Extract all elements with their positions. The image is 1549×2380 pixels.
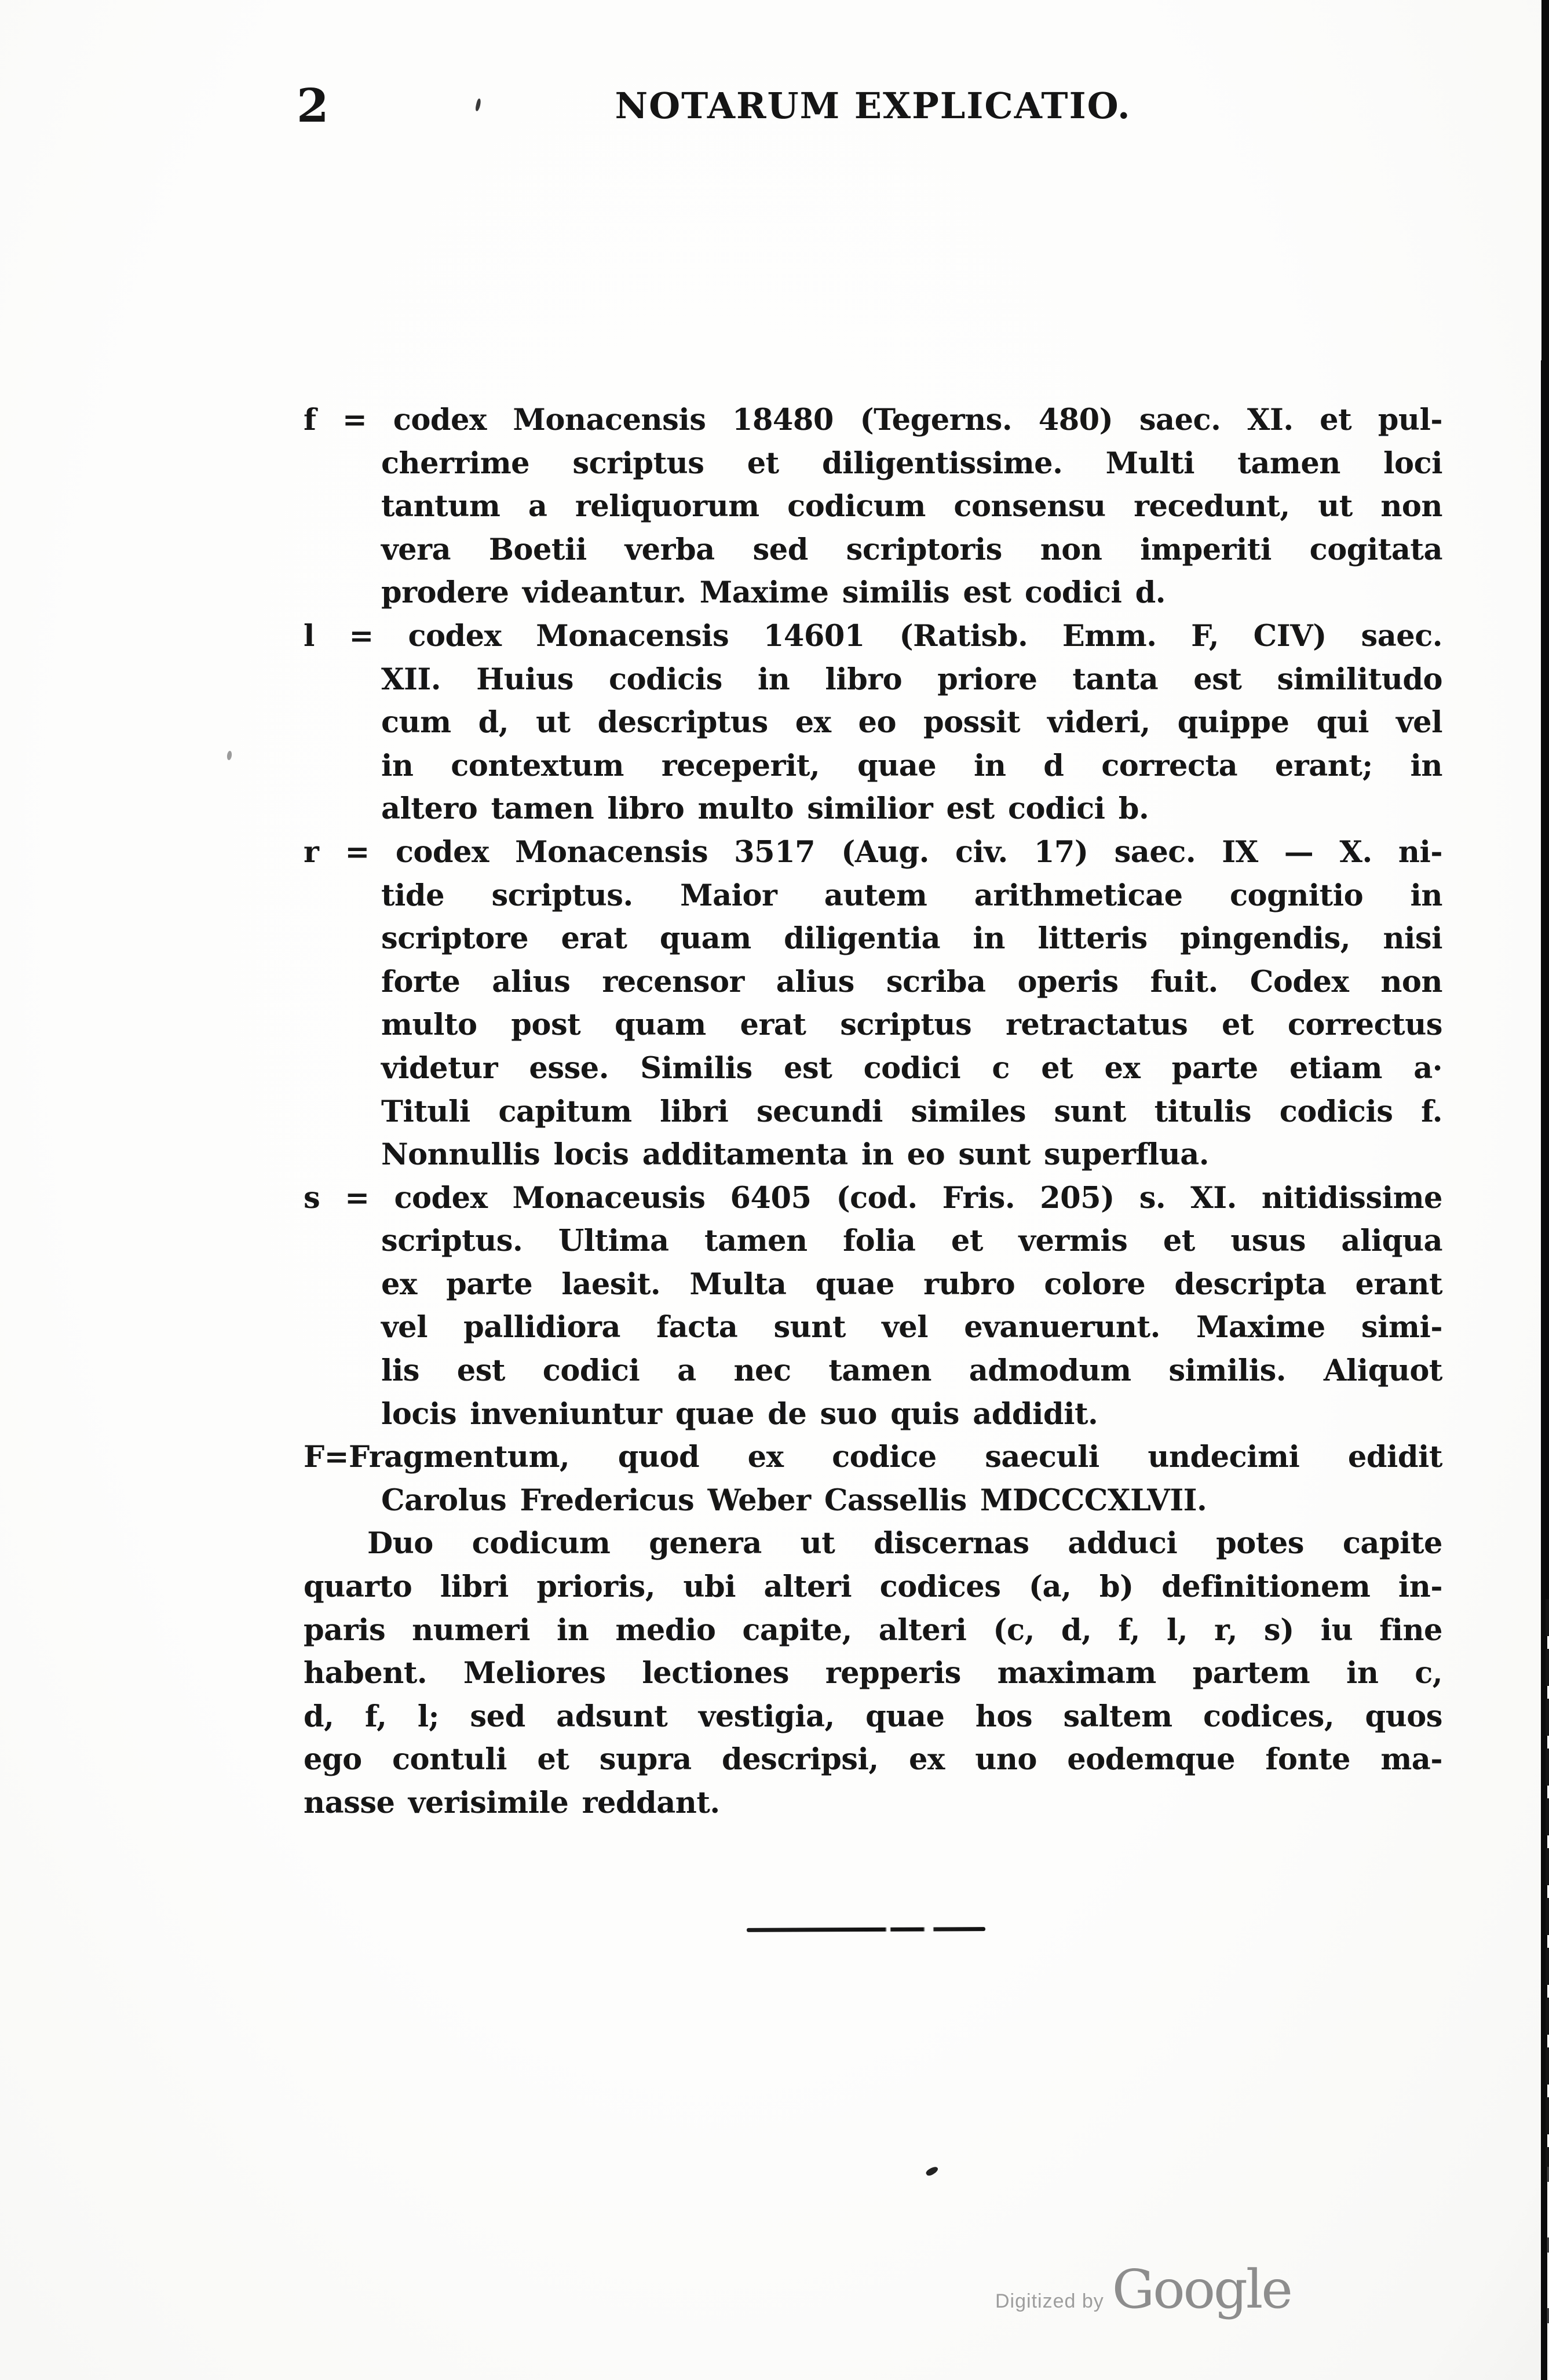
text-line: vel pallidiora facta sunt vel evanuerunt. Maxime simi- [381,1310,1442,1345]
text-line: paris numeri in medio capite, alteri (c, d, f, l, r, s) iu fine [304,1612,1442,1648]
text-line: r = codex Monacensis 3517 (Aug. civ. 17) saec. IX — X. ni- [304,834,1442,870]
text-line: forte alius recensor alius scriba operis fuit. Codex non [381,964,1442,999]
text-line: ex parte laesit. Multa quae rubro colore descripta erant [381,1266,1442,1302]
text-line: in contextum receperit, quae in d correcta erant; in [381,748,1442,783]
scan-edge-bar [1547,2167,1549,2364]
text-line: F=Fragmentum, quod ex codice saeculi undecimi edidit [304,1440,1442,1475]
text-line: tantum a reliquorum codicum consensu recedunt, ut non [381,489,1442,524]
text-line: l = codex Monacensis 14601 (Ratisb. Emm. F, CIV) saec. [304,618,1442,654]
text-line: cum d, ut descriptus ex eo possit videri, quippe qui vel [381,705,1442,740]
section-divider-rule [747,1927,985,1932]
page-number: 2 [297,78,329,133]
text-line: Duo codicum genera ut discernas adduci potes capite [367,1526,1442,1561]
text-line: XII. Huius codicis in libro priore tanta est similitudo [381,662,1442,697]
ink-speck [925,2165,939,2177]
ink-speck [226,751,232,761]
scan-edge-bar [1541,0,1549,1599]
text-line: Carolus Fredericus Weber Cassellis MDCCCXLVII. [381,1483,1207,1518]
text-line: Nonnullis locis additamenta in eo sunt superflua. [381,1137,1210,1173]
text-line: ego contuli et supra descripsi, ex uno eodemque fonte ma- [304,1742,1442,1777]
text-line: lis est codici a nec tamen admodum similis. Aliquot [381,1353,1442,1389]
text-line: scriptus. Ultima tamen folia et vermis et usus aliqua [381,1224,1442,1259]
google-logo: Google [1112,2258,1291,2320]
text-line: Tituli capitum libri secundi similes sunt titulis codicis f. [381,1094,1442,1129]
text-line: multo post quam erat scriptus retractatus et correctus [381,1008,1442,1043]
text-line: videtur esse. Similis est codici c et ex parte etiam a· [381,1050,1442,1086]
digitized-by-label: Digitized by [995,2290,1104,2312]
text-line: prodere videantur. Maxime similis est codici d. [381,575,1166,611]
text-block [304,399,1442,1825]
text-line: tide scriptus. Maior autem arithmeticae cognitio in [381,878,1442,913]
text-line: locis inveniuntur quae de suo quis addidit. [381,1396,1098,1432]
text-line: nasse verisimile reddant. [304,1786,720,1820]
text-line: scriptore erat quam diligentia in litteris pingendis, nisi [381,921,1442,957]
text-line: s = codex Monaceusis 6405 (cod. Fris. 205) s. XI. nitidissime [304,1180,1442,1215]
google-watermark [995,2258,1291,2320]
text-line: cherrime scriptus et diligentissime. Multi tamen loci [381,446,1442,481]
text-line: habent. Meliores lectiones repperis maximam partem in c, [304,1656,1442,1691]
text-line: d, f, l; sed adsunt vestigia, quae hos saltem codices, quos [304,1699,1442,1734]
page-title: NOTARUM EXPLICATIO. [615,85,1131,127]
text-line: vera Boetii verba sed scriptoris non imperiti cogitata [381,532,1442,567]
scan-edge-bar [1546,1599,1549,2167]
text-line: altero tamen libro multo similior est codici b. [381,791,1149,827]
text-line: quarto libri prioris, ubi alteri codices (a, b) definitionem in- [304,1569,1442,1605]
text-line: f = codex Monacensis 18480 (Tegerns. 480) saec. XI. et pul- [304,403,1442,437]
